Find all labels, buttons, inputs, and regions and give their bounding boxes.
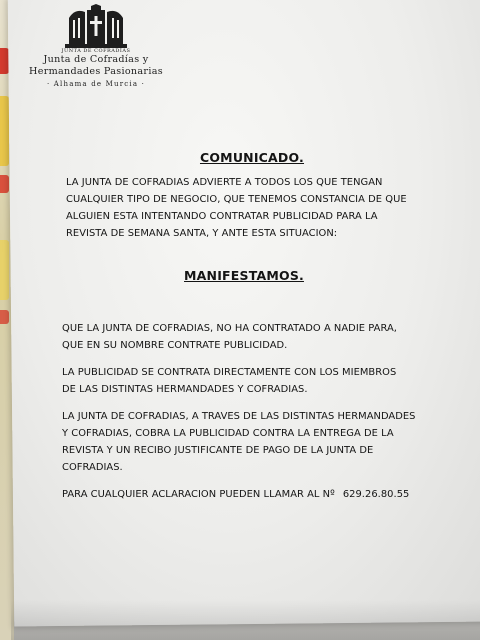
brotherhood-emblem-icon [61,4,131,50]
notice-subtitle: MANIFESTAMOS. [184,268,304,283]
organization-logo [18,4,174,90]
logo-caption: JUNTA DE COFRADÍAS [61,48,131,54]
paper-shadow [11,600,480,640]
notice-body [62,150,432,503]
notice-contact-line [62,486,432,503]
notice-intro: LA JUNTA DE COFRADIAS ADVIERTE A TODOS LOS QUE TENGAN CUALQUIER TIPO DE NEGOCIO, QUE TENEMOS CONSTANCIA DE QUE ALGUIEN ESTA INTENTANDO CONTRATAR PUBLICIDAD PARA LA REVISTA DE SEMANA SANTA, Y ANTE ESTA SITUACION: [66,177,407,239]
contact-text: PARA CUALQUIER ACLARACION PUEDEN LLAMAR AL Nº [62,489,335,500]
notice-title: COMUNICADO. [199,150,305,165]
edge-color-mark [0,175,9,193]
notice-paragraph-3: LA JUNTA DE COFRADIAS, A TRAVES DE LAS DISTINTAS HERMANDADES Y COFRADIAS, COBRA LA PUBLICIDAD CONTRA LA ENTREGA DE LA REVISTA Y UN RECIBO JUSTIFICANTE DE PAGO DE LA JUNTA DE COFRADIAS. [62,411,416,473]
logo-name-line-2: Hermandades Pasionarias [29,66,163,77]
logo-town: · Alhama de Murcia · [46,80,146,88]
logo-name-line-1: Junta de Cofradías y [43,54,149,65]
edge-color-mark [0,240,9,300]
edge-color-mark [0,310,9,324]
contact-phone: 629.26.80.55 [342,489,410,500]
notice-paragraph-2: LA PUBLICIDAD SE CONTRATA DIRECTAMENTE CON LOS MIEMBROS DE LAS DISTINTAS HERMANDADES Y COFRADIAS. [62,367,397,395]
edge-color-mark [0,96,9,166]
notice-paragraph-1: QUE LA JUNTA DE COFRADIAS, NO HA CONTRATADO A NADIE PARA, QUE EN SU NOMBRE CONTRATE PUBLICIDAD. [62,323,397,351]
